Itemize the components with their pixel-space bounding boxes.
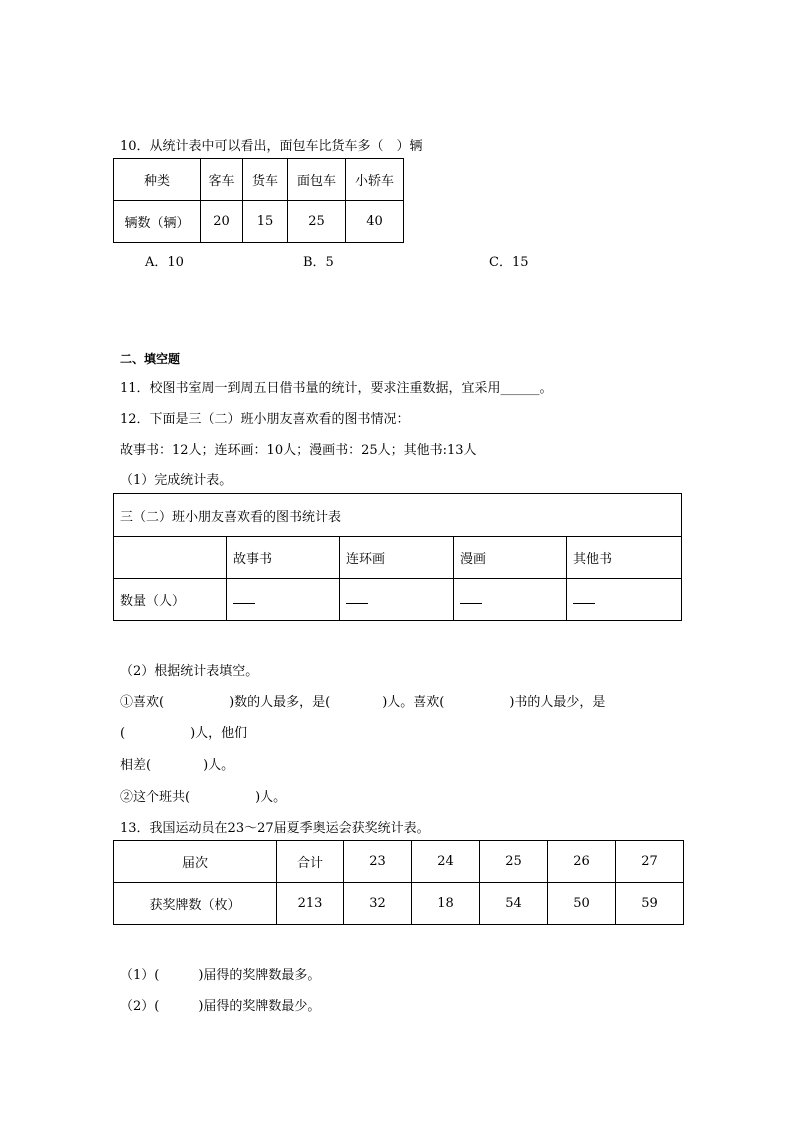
blank-cell[interactable]	[340, 579, 454, 621]
table-header-cell: 26	[548, 841, 616, 883]
question-12-part1: （1）完成统计表。	[120, 473, 233, 488]
table-cell: 获奖牌数（枚）	[114, 883, 277, 925]
option-b: B．5	[303, 255, 334, 270]
question-11-text: 11．校图书室周一到周五日借书量的统计，要求注重数据，宜采用______。	[120, 381, 553, 396]
table-cell: 213	[277, 883, 344, 925]
option-c: C．15	[489, 255, 529, 270]
table-cell: 20	[201, 201, 243, 243]
question-13-sub2: （2）( )届得的奖牌数最少。	[120, 999, 321, 1014]
question-12-text: 12．下面是三（二）班小朋友喜欢看的图书情况：	[120, 412, 410, 427]
question-12-line3: 相差( )人。	[120, 758, 235, 773]
question-12-data: 故事书：12人；连环画：10人；漫画书：25人；其他书:13人	[120, 443, 477, 458]
table-cell: 32	[344, 883, 412, 925]
question-12-line1: ①喜欢( )数的人最多，是( )人。喜欢( )书的人最少，是	[120, 695, 606, 710]
book-table	[113, 493, 682, 621]
table-header-cell	[114, 537, 227, 579]
blank-cell[interactable]	[454, 579, 567, 621]
table-header-cell: 合计	[277, 841, 344, 883]
table-header-cell: 其他书	[567, 537, 682, 579]
table-cell: 18	[412, 883, 480, 925]
table-header-cell: 27	[616, 841, 684, 883]
table-header-cell: 种类	[114, 159, 201, 201]
table-header-cell: 漫画	[454, 537, 567, 579]
table-header-cell: 货车	[243, 159, 288, 201]
table-title: 三（二）班小朋友喜欢看的图书统计表	[114, 494, 682, 537]
question-13-sub1: （1）( )届得的奖牌数最多。	[120, 968, 321, 983]
table-cell: 15	[243, 201, 288, 243]
answer-blank[interactable]	[460, 591, 482, 604]
answer-blank[interactable]	[233, 591, 255, 604]
question-10-text: 10．从统计表中可以看出，面包车比货车多（ ）辆	[120, 139, 423, 154]
answer-blank[interactable]	[346, 591, 368, 604]
table-cell: 54	[480, 883, 548, 925]
vehicle-table	[113, 158, 404, 243]
blank-cell[interactable]	[227, 579, 340, 621]
question-13-text: 13．我国运动员在23～27届夏季奥运会获奖统计表。	[120, 821, 430, 836]
section-title: 二、填空题	[120, 352, 181, 366]
table-cell: 59	[616, 883, 684, 925]
table-header-cell: 面包车	[288, 159, 346, 201]
option-a: A．10	[145, 255, 184, 270]
table-header-cell: 23	[344, 841, 412, 883]
table-header-cell: 24	[412, 841, 480, 883]
table-header-cell: 届次	[114, 841, 277, 883]
answer-blank[interactable]	[573, 591, 595, 604]
table-cell: 辆数（辆）	[114, 201, 201, 243]
question-12-line4: ②这个班共( )人。	[120, 790, 287, 805]
table-header-cell: 客车	[201, 159, 243, 201]
table-cell: 50	[548, 883, 616, 925]
olympic-table	[113, 840, 684, 925]
table-row-label: 数量（人）	[114, 579, 227, 621]
table-header-cell: 25	[480, 841, 548, 883]
question-12-line2: ( )人，他们	[120, 726, 248, 741]
question-12-part2: （2）根据统计表填空。	[120, 664, 259, 679]
table-cell: 40	[346, 201, 404, 243]
blank-cell[interactable]	[567, 579, 682, 621]
table-cell: 25	[288, 201, 346, 243]
table-header-cell: 小轿车	[346, 159, 404, 201]
table-header-cell: 连环画	[340, 537, 454, 579]
table-header-cell: 故事书	[227, 537, 340, 579]
